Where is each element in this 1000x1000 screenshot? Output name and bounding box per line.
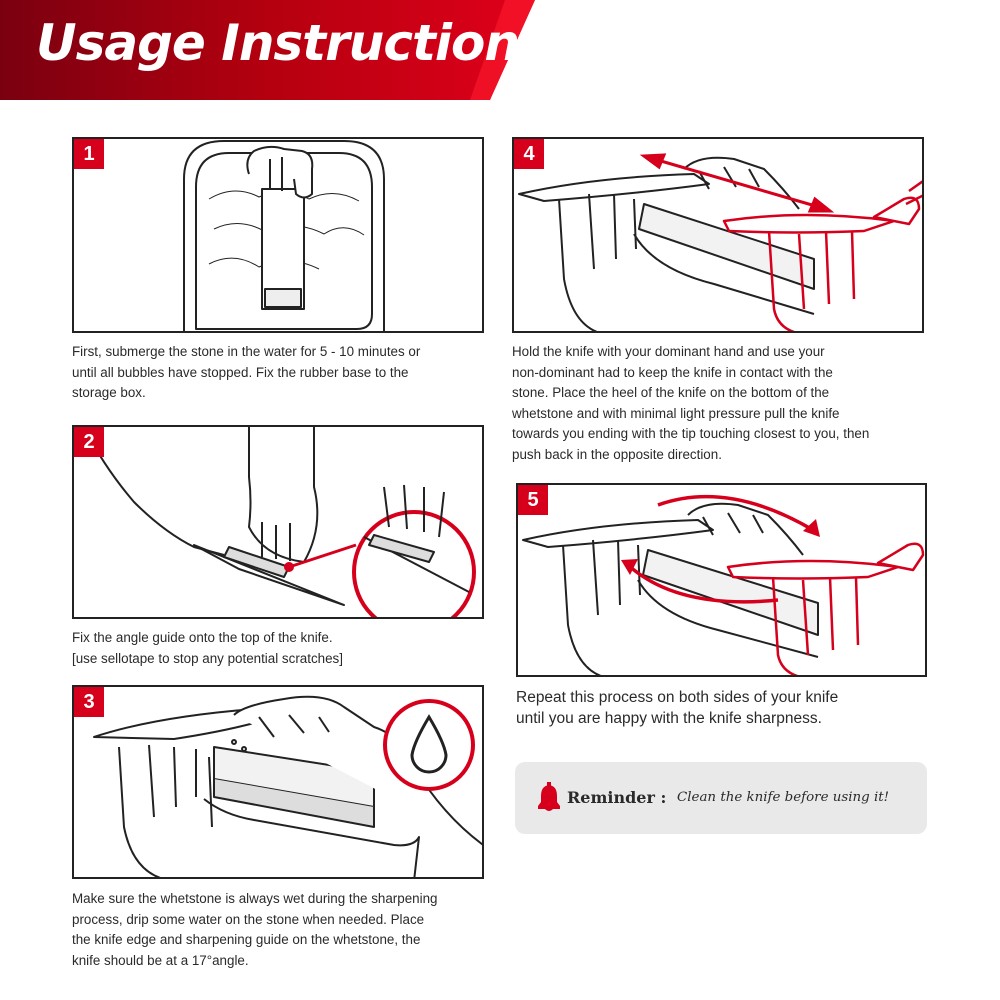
step-3-illustration (74, 687, 484, 879)
step-2-description (72, 628, 484, 669)
bell-icon (537, 782, 561, 812)
step-1-description (72, 342, 484, 404)
desc-line: towards you ending with the tip touching closest to you, then (512, 426, 870, 442)
desc-line: the knife edge and sharpening guide on the whetstone, the (72, 932, 421, 948)
step-badge: 5 (518, 485, 548, 515)
desc-line: until you are happy with the knife sharpness. (516, 710, 822, 727)
step-5-panel (516, 483, 927, 677)
desc-line: whetstone and with minimal light pressure pull the knife (512, 405, 840, 421)
header-banner (0, 0, 535, 100)
step-5-description (516, 687, 927, 729)
page-title: Usage Instruction (36, 14, 519, 72)
desc-line: [use sellotape to stop any potential scratches] (72, 650, 343, 666)
step-badge: 3 (74, 687, 104, 717)
desc-line: storage box. (72, 385, 146, 401)
step-badge: 4 (514, 139, 544, 169)
step-3-panel (72, 685, 484, 879)
reminder-label: Reminder : (567, 788, 667, 807)
desc-line: First, submerge the stone in the water for 5 - 10 minutes or (72, 344, 421, 359)
desc-line: Make sure the whetstone is always wet during the sharpening (72, 891, 438, 906)
desc-line: Fix the angle guide onto the top of the knife. (72, 630, 333, 645)
step-5-illustration (518, 485, 927, 677)
step-badge: 2 (74, 427, 104, 457)
desc-line: process, drip some water on the stone when needed. Place (72, 911, 425, 927)
step-1-illustration (74, 139, 484, 333)
step-badge: 1 (74, 139, 104, 169)
step-4-illustration (514, 139, 924, 333)
step-2-panel (72, 425, 484, 619)
desc-line: Hold the knife with your dominant hand and use your (512, 344, 825, 359)
reminder-text: Clean the knife before using it! (677, 790, 890, 805)
reminder-box (515, 762, 927, 834)
step-1-panel (72, 137, 484, 333)
desc-line: Repeat this process on both sides of your knife (516, 689, 839, 706)
desc-line: non-dominant had to keep the knife in contact with the (512, 364, 833, 380)
desc-line: knife should be at a 17°angle. (72, 952, 249, 968)
step-4-panel (512, 137, 924, 333)
desc-line: push back in the opposite direction. (512, 446, 722, 462)
desc-line: stone. Place the heel of the knife on the bottom of the (512, 385, 830, 401)
step-3-description (72, 889, 484, 971)
step-2-illustration (74, 427, 484, 619)
desc-line: until all bubbles have stopped. Fix the rubber base to the (72, 364, 409, 380)
step-4-description (512, 342, 924, 466)
